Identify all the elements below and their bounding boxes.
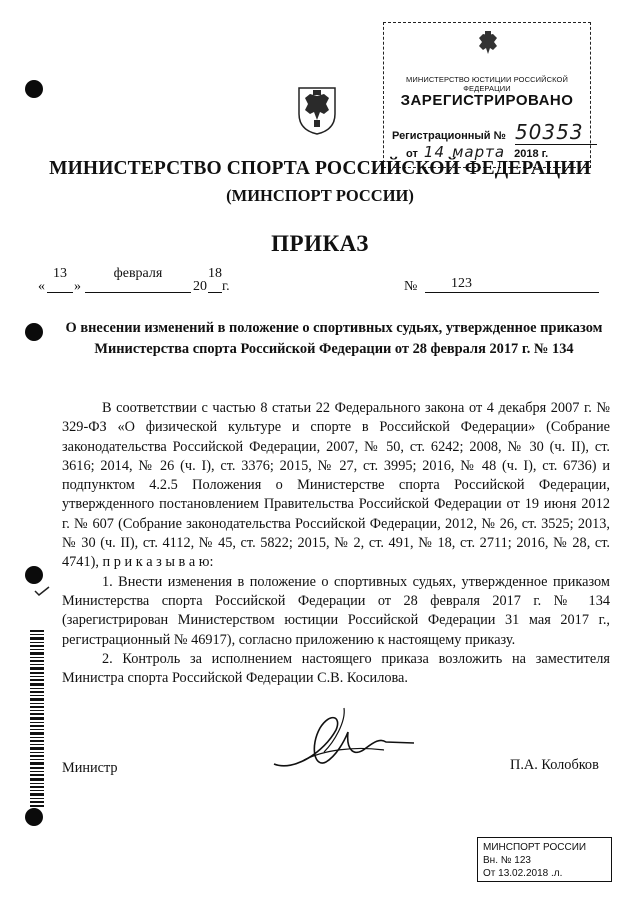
registration-stamp	[383, 22, 591, 168]
reg-box-line3: От 13.02.2018 .л.	[483, 868, 563, 879]
order-month: февраля	[113, 266, 163, 281]
order-body	[62, 399, 610, 688]
order-number: 123	[425, 276, 599, 293]
date-quote-open: «	[38, 279, 45, 294]
stamp-reg-number: 50353	[515, 120, 597, 145]
order-day-underline	[47, 292, 73, 293]
ministry-title: МИНИСТЕРСТВО СПОРТА РОССИЙСКОЙ ФЕДЕРАЦИИ	[49, 158, 591, 179]
stamp-reg-label: Регистрационный №	[392, 130, 506, 142]
check-mark	[34, 585, 50, 597]
stamp-date-suffix: г.	[541, 148, 549, 160]
stamp-date-day: 14	[423, 143, 445, 161]
ministry-short-title: (МИНСПОРТ РОССИИ)	[226, 186, 414, 205]
stamp-emblem-icon	[477, 31, 499, 59]
order-number-label: №	[404, 279, 418, 294]
punch-hole	[25, 808, 43, 826]
signature-name: П.А. Колобков	[510, 757, 599, 773]
stamp-ministry: МИНИСТЕРСТВО ЮСТИЦИИ РОССИЙСКОЙ ФЕДЕРАЦИИ	[406, 75, 568, 93]
stamp-date-prefix: от	[406, 148, 418, 160]
order-item-2: 2. Контроль за исполнением настоящего приказа возложить на заместителя Министра спорта Российской Федерации С.В. Косилова.	[62, 650, 610, 687]
stamp-status: ЗАРЕГИСТРИРОВАНО	[400, 92, 574, 109]
reg-box-line2: Вн. № 123	[483, 855, 531, 866]
order-day: 13	[53, 266, 67, 281]
punch-hole	[25, 80, 43, 98]
document-type-title: ПРИКАЗ	[271, 231, 369, 256]
coat-of-arms-emblem	[296, 84, 338, 136]
handwritten-signature	[264, 702, 424, 782]
order-year-prefix: 20	[193, 279, 207, 294]
order-preamble	[62, 399, 610, 573]
order-month-underline	[85, 292, 191, 293]
order-year-suffix: г.	[222, 279, 230, 294]
internal-registration-box	[477, 837, 612, 882]
signature-position: Министр	[62, 760, 118, 776]
stamp-date-year: 2018	[514, 148, 539, 160]
order-year-underline	[208, 292, 222, 293]
order-subject: О внесении изменений в положение о спортивных судьях, утвержденное приказом Министерства спорта Российской Федерации от 28 февраля 2017 г. № 134	[65, 320, 603, 357]
date-quote-close: »	[74, 279, 81, 294]
order-word: п р и к а з ы в а ю:	[102, 554, 214, 571]
barcode	[30, 630, 44, 808]
reg-box-line1: МИНСПОРТ РОССИИ	[483, 842, 587, 853]
order-preamble-text: В соответствии с частью 8 статьи 22 Федерального закона от 4 декабря 2007 г. № 329-ФЗ «О физической культуре и спорте в Российской Федерации» (Собрание законодательства Российской Федерации, 2007, № 50, ст. 6242; 2008, № 30 (ч. II), ст. 3616; 2014, № 26 (ч. I), ст. 3376; 2015, № 27, ст. 3995; 2016, № 48 (ч. I), ст. 6736) и подпунктом 4.2.5 Положения о Министерстве спорта Российской Федерации, утвержденного постановлением Правительства Российской Федерации от 19 июня 2012 г. № 607 (Собрание законодательства Российской Федерации, 2012, № 26, ст. 3525; 2013, № 30 (ч. II), ст. 4112, № 45, ст. 5822; 2015, № 2, ст. 491, № 18, ст. 2711; 2016, № 28, ст. 4741),	[62, 400, 610, 571]
stamp-reg-line	[392, 120, 597, 145]
stamp-date-month: марта	[452, 143, 506, 161]
punch-hole	[25, 566, 43, 584]
order-year: 18	[208, 266, 222, 281]
punch-hole	[25, 323, 43, 341]
order-item-1: 1. Внести изменения в положение о спортивных судьях, утвержденное приказом Министерства спорта Российской Федерации от 28 февраля 2017 г. № 134 (зарегистрирован Министерством юстиции Российской Федерации 31 мая 2017 г., регистрационный № 46917), согласно приложению к настоящему приказу.	[62, 573, 610, 648]
